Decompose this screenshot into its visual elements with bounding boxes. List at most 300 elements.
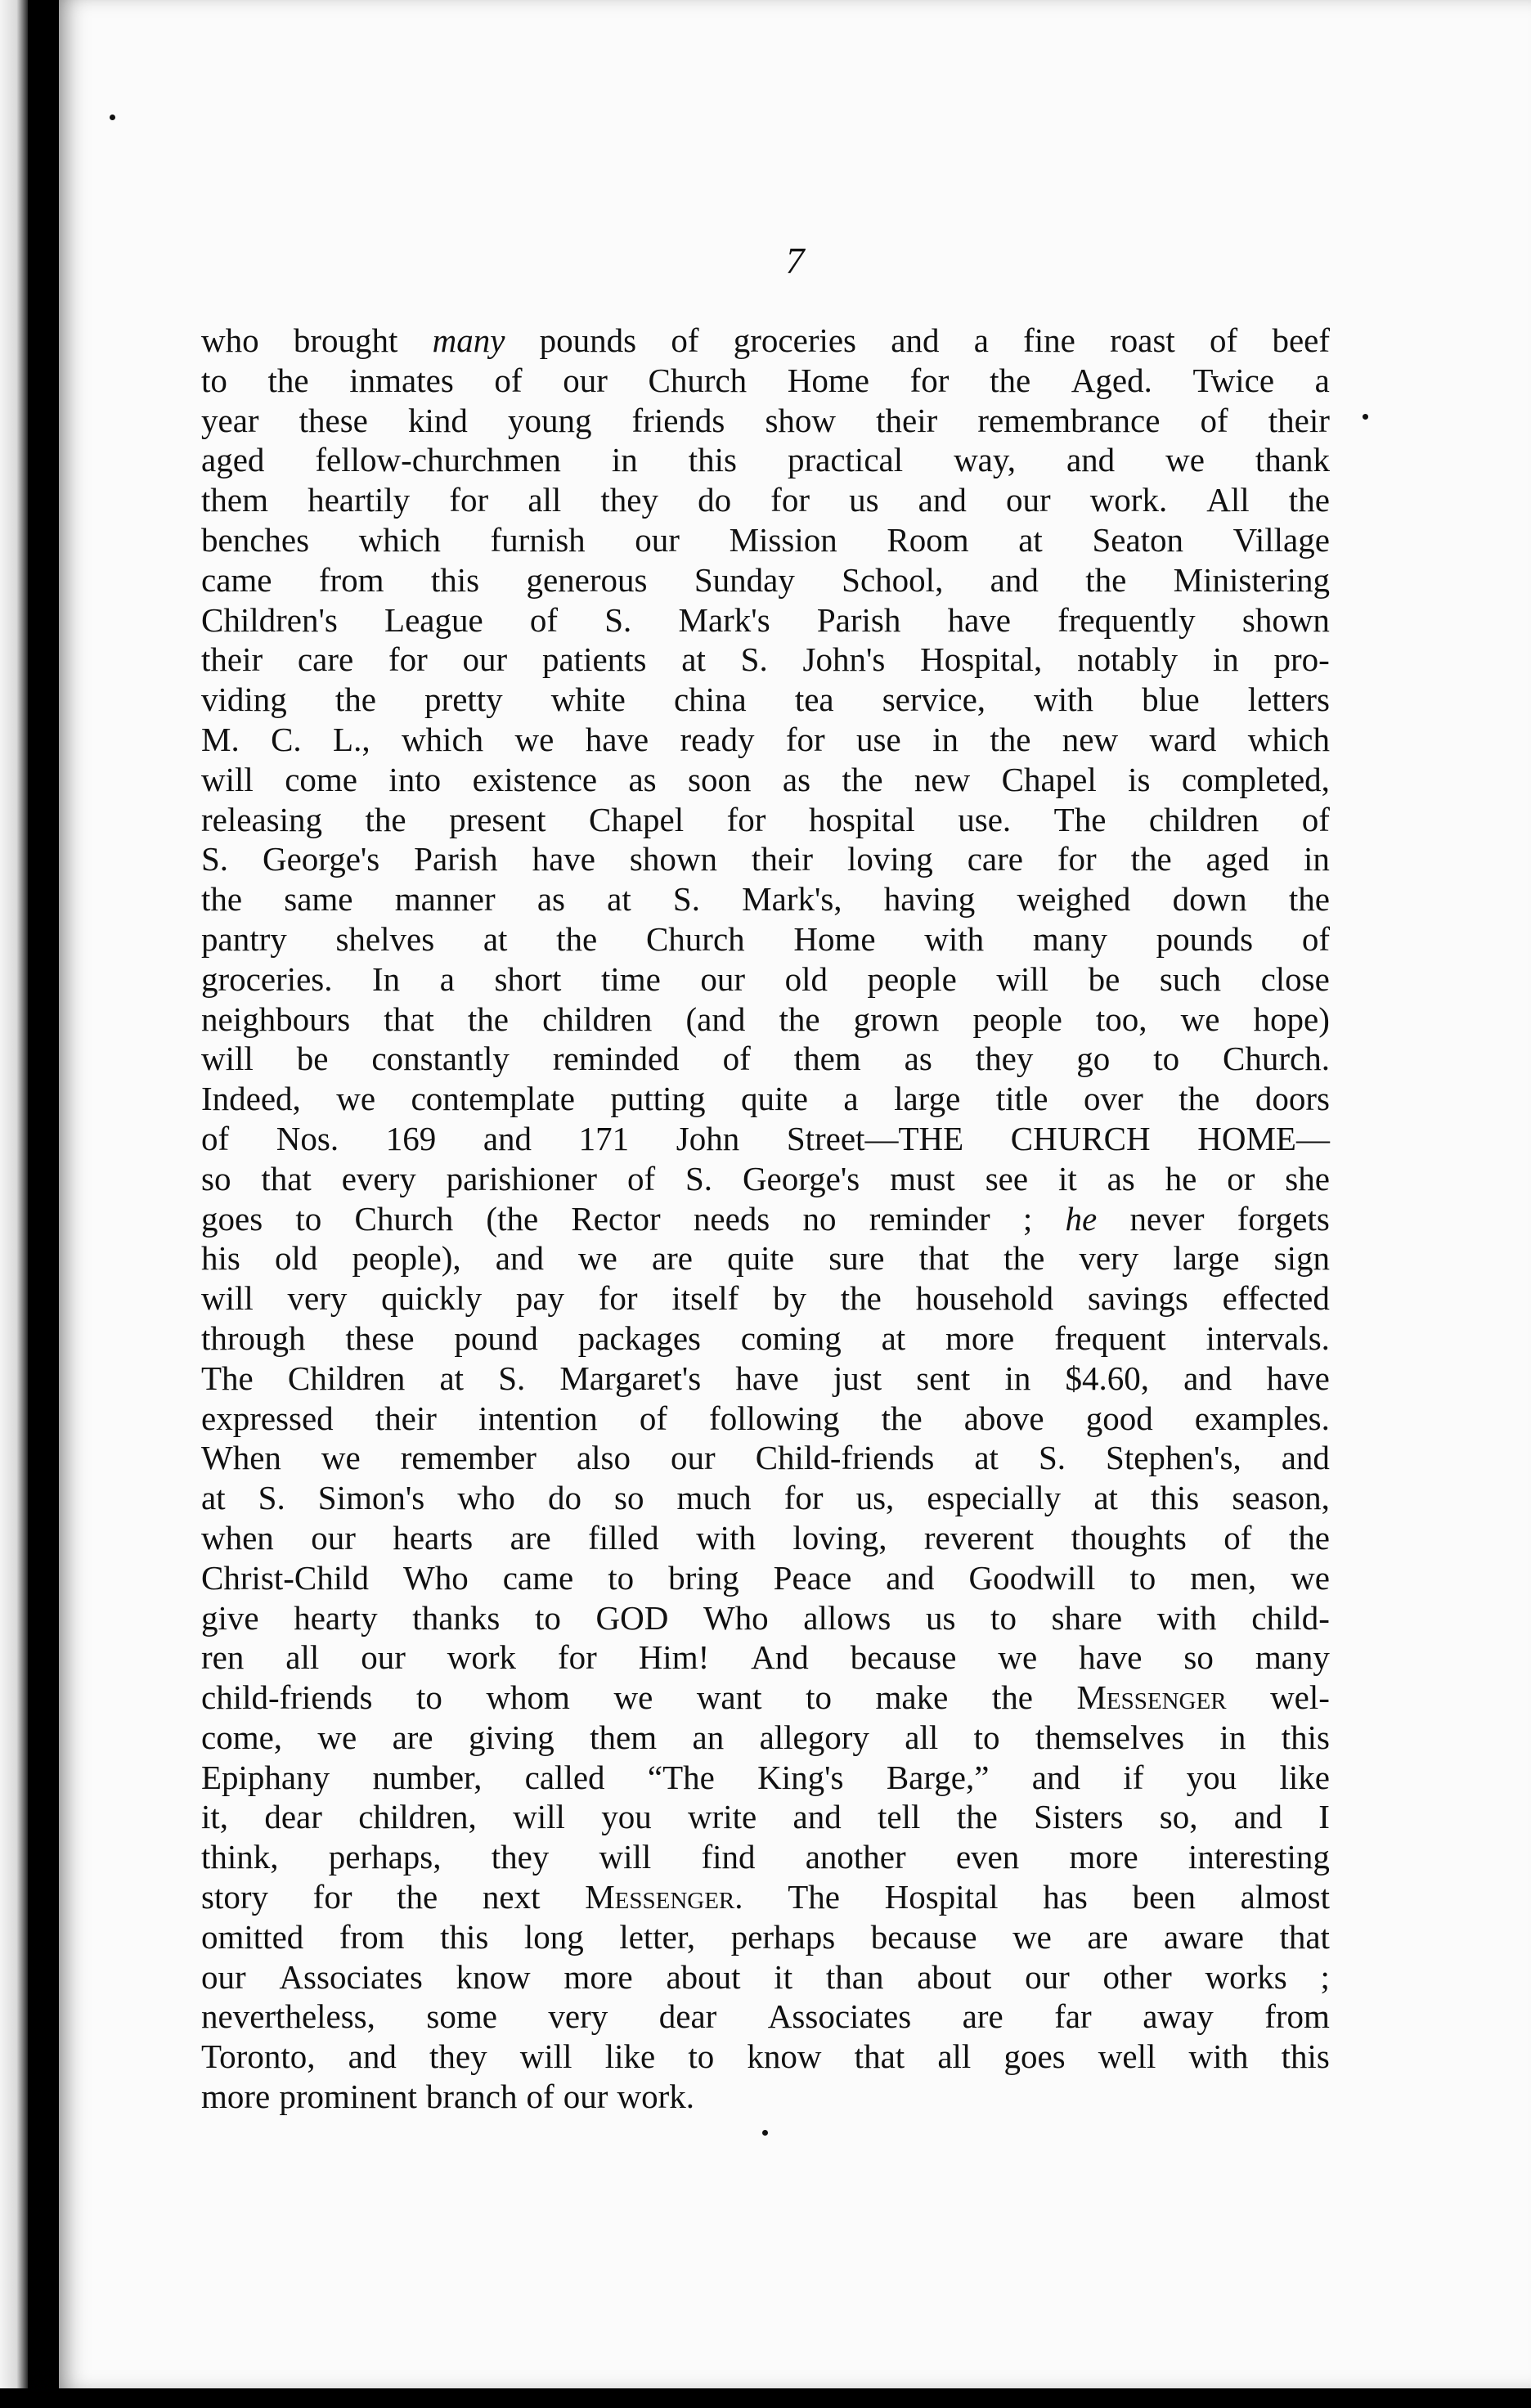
word: she [1285,1159,1330,1197]
word: as [782,760,811,798]
word: come [285,760,357,798]
word: as [904,1040,932,1078]
word: to [806,1678,832,1717]
text-line [201,1399,1330,1439]
word: pounds [1156,919,1254,958]
word: to [1129,1558,1156,1597]
word: hearts [393,1518,474,1557]
word: far [1054,1997,1092,2036]
word: he [1165,1159,1197,1197]
text-line [201,640,1330,680]
word: this [1281,1718,1330,1756]
word: so, [1159,1798,1198,1836]
word: intervals. [1205,1319,1330,1357]
word: people [867,959,957,998]
word: next [482,1878,541,1916]
word: blue [1142,681,1200,719]
word: from [339,1917,405,1956]
word: know [456,1957,531,1996]
word: through [201,1319,306,1357]
word: S. [498,1359,526,1397]
word: our [361,1638,406,1677]
word: the [990,720,1031,758]
word: Home [793,919,876,958]
word: new [914,760,971,798]
word: Who [703,1598,769,1637]
text-line [201,1000,1330,1040]
word: S. [685,1159,713,1197]
word: and [886,1558,935,1597]
word: as [628,760,657,798]
word: loving, [792,1518,887,1557]
word: nevertheless, [201,1997,375,2036]
word: groceries. [201,959,333,998]
word: when [201,1518,274,1557]
word: League [384,600,483,639]
word: we [578,1239,617,1278]
word: than [825,1957,884,1996]
word: at [483,919,508,958]
word: letters [1247,681,1330,719]
word: prominent [279,2078,417,2116]
word: at [201,1479,226,1517]
word: which [401,720,484,758]
word: and [891,321,940,359]
word: Aged. [1071,361,1152,399]
word: all [285,1638,320,1677]
word: ; [1022,1199,1033,1238]
word: our [1005,481,1051,519]
word: In [372,959,401,998]
word: the [881,1399,923,1437]
word: of [494,361,523,399]
word: children, [358,1798,477,1836]
word: the [397,1878,438,1916]
word: new [1062,720,1119,758]
word: if [1123,1758,1144,1796]
word: M. [201,720,240,758]
text-line [201,480,1330,520]
text-line [201,2077,1330,2117]
word: for [598,1279,638,1318]
text-line [201,520,1330,560]
word: Mark's [678,600,770,639]
word: aged [1205,840,1270,878]
word: Children [287,1359,406,1397]
word: inmates [349,361,454,399]
word: weighed [1017,880,1131,919]
word: of [526,2078,554,2116]
text-line [201,1039,1330,1079]
word: many [432,321,505,359]
word: many [1255,1638,1330,1677]
word: fellow-churchmen [315,441,561,479]
word: Associates [767,1997,912,2036]
text-line [201,1837,1330,1877]
word: been [1132,1878,1196,1916]
word: they [975,1040,1034,1078]
word: pound [454,1319,538,1357]
word: all [937,2037,972,2076]
word: know [747,2037,822,2076]
text-line [201,361,1330,401]
word: and [1183,1359,1232,1397]
word: L., [333,720,370,758]
word: with [1156,1598,1217,1637]
text-line [201,1718,1330,1758]
word: All [1206,481,1250,519]
word: and [918,481,967,519]
word: short [494,959,562,998]
word: having [883,880,976,919]
word: he [1065,1199,1098,1238]
word: so [1183,1638,1214,1677]
word: a [439,959,455,998]
word: Stephen's, [1106,1439,1241,1477]
word: in [1219,1718,1246,1756]
word: show [765,401,837,439]
word: John [676,1119,740,1157]
text-line [201,321,1330,361]
word: the [1130,840,1172,878]
word: go [1076,1040,1111,1078]
word: more [1069,1838,1138,1876]
text-line [201,1877,1330,1917]
word: the [201,880,243,919]
word: Him! [638,1638,710,1677]
word: sign [1273,1239,1330,1278]
text-line [201,1678,1330,1718]
word: and [1031,1758,1080,1796]
word: which [1247,720,1330,758]
word: thank [1255,441,1330,479]
word: Messenger. [585,1878,743,1916]
word: (and [685,1000,746,1038]
word: another [805,1838,906,1876]
word: the [556,919,598,958]
word: to [416,1678,442,1717]
word: to [973,1718,1000,1756]
word: their [876,401,938,439]
word: benches [201,520,310,559]
word: it [774,1957,793,1996]
word: to [534,1598,561,1637]
word: at [974,1439,999,1477]
word: have [1266,1359,1330,1397]
word: roast [1110,321,1175,359]
word: for [909,361,950,399]
word: that [384,1000,434,1038]
text-line [201,1797,1330,1837]
word: them [793,1040,861,1078]
word: Hospital, [920,640,1043,679]
word: especially [927,1479,1062,1517]
word: with [924,919,985,958]
word: Home [787,361,869,399]
word: neighbours [201,1000,351,1038]
word: doors [1255,1080,1330,1118]
word: Chapel [1001,760,1097,798]
word: so [614,1479,644,1517]
word: at [881,1319,906,1357]
word: their [201,640,263,679]
text-line [201,2037,1330,2077]
word: for [785,720,825,758]
word: too, [1095,1000,1147,1038]
word: we [321,1439,361,1477]
word: will [201,1040,254,1078]
word: When [201,1439,281,1477]
word: The [201,1359,254,1397]
word: this [1281,2037,1330,2076]
word: and [1233,1798,1282,1836]
word: will [519,2037,572,2076]
word: them [201,481,268,519]
word: coming [740,1319,842,1357]
text-line [201,1917,1330,1957]
word: that [854,2037,905,2076]
word: of [1301,800,1330,838]
word: wel- [1270,1678,1330,1717]
word: they [600,481,658,519]
word: 169 [385,1119,437,1157]
word: at [607,880,631,919]
word: their [751,840,814,878]
word: goes [1003,2037,1066,2076]
word: large [1173,1239,1240,1278]
word: share [1051,1598,1123,1637]
word: must [890,1159,955,1197]
word: you [1186,1758,1237,1796]
word: notably [1077,640,1179,679]
word: in [1303,840,1330,878]
book-page [59,0,1531,2388]
word: have [947,600,1011,639]
word: frequent [1054,1319,1166,1357]
word: and [483,1119,532,1157]
word: Epiphany [201,1758,330,1796]
word: old [784,959,828,998]
word: pounds [539,321,637,359]
word: is [1128,760,1151,798]
word: from [1264,1997,1330,2036]
word: children [542,1000,653,1038]
word: like [1279,1758,1330,1796]
word: are [392,1718,433,1756]
word: S. [740,640,768,679]
word: shown [629,840,717,878]
text-line [201,1558,1330,1598]
word: our [201,1957,246,1996]
word: Nos. [276,1119,339,1157]
word: who [201,321,259,359]
word: manner [394,880,496,919]
word: we [317,1718,357,1756]
word: The [788,1878,840,1916]
word: china [673,681,747,719]
text-line [201,440,1330,480]
word: Church [645,919,745,958]
word: our [671,1439,716,1477]
word: will [201,760,254,798]
word: will [996,959,1049,998]
word: such [1159,959,1222,998]
word: of [201,1119,230,1157]
word: itself [671,1279,739,1318]
word: them [590,1718,658,1756]
word: Sisters [1034,1798,1124,1836]
word: year [201,401,259,439]
word: following [709,1399,840,1437]
word: with [1188,2037,1249,2076]
word: very [548,1997,608,2036]
word: many [1032,919,1107,958]
word: by [773,1279,807,1318]
word: never [1129,1199,1205,1238]
word: have [1079,1638,1143,1677]
word: so [201,1159,231,1197]
word: quickly [381,1279,483,1318]
word: good [1085,1399,1153,1437]
word: are [651,1239,694,1278]
word: or [1227,1159,1255,1197]
word: our [635,520,680,559]
word: work. [617,2078,694,2116]
word: interesting [1188,1838,1330,1876]
word: they [491,1838,550,1876]
text-line [201,680,1330,720]
word: effected [1222,1279,1330,1318]
word: this [1151,1479,1200,1517]
text-line [201,1238,1330,1278]
word: thanks [412,1598,501,1637]
word: dear [658,1997,717,2036]
text-line [201,1079,1330,1119]
word: allegory [759,1718,869,1756]
word: the [842,760,883,798]
word: and [348,2037,397,2076]
word: The [1053,800,1107,838]
word: have [585,720,649,758]
word: old [274,1239,318,1278]
scan-speck [762,2130,768,2136]
text-line [201,1997,1330,2037]
word: in [611,441,638,479]
word: our [311,1518,356,1557]
word: of [1200,401,1228,439]
word: an [692,1718,725,1756]
word: I [1318,1798,1330,1836]
word: 171 [578,1119,630,1157]
word: frequently [1057,600,1196,639]
word: packages [577,1319,701,1357]
word: use. [958,800,1012,838]
word: over [1083,1080,1143,1118]
word: the [334,681,376,719]
word: and [1066,441,1116,479]
word: S. [672,880,700,919]
word: it [1057,1159,1077,1197]
word: the [267,361,309,399]
word: putting [610,1080,706,1118]
word: King's [757,1758,844,1796]
word: C. [271,720,302,758]
word: a [973,321,989,359]
text-line [201,600,1330,640]
word: John's [802,640,886,679]
text-line [201,800,1330,840]
word: as [537,880,565,919]
word: sure [828,1239,885,1278]
word: our [563,361,608,399]
word: our [462,640,508,679]
word: savings [1087,1279,1188,1318]
word: bring [668,1558,739,1597]
word: ; [1320,1957,1330,1996]
word: us [849,481,879,519]
text-line [201,760,1330,800]
word: write [687,1798,757,1836]
word: child-friends [201,1678,373,1717]
word: thoughts [1071,1518,1187,1557]
word: S. [1038,1439,1066,1477]
word: forgets [1237,1199,1330,1238]
text-line [201,1359,1330,1399]
scan-speck [110,115,115,120]
word: groceries [733,321,857,359]
word: ren [201,1638,245,1677]
word: use [856,720,901,758]
word: and [990,560,1039,599]
word: give [201,1598,259,1637]
text-line [201,959,1330,1000]
word: the [956,1798,998,1836]
word: men, [1190,1558,1257,1597]
word: themselves [1035,1718,1185,1756]
word: branch [425,2078,518,2116]
text-line [201,1638,1330,1678]
word: no [802,1199,837,1238]
word: think, [201,1838,279,1876]
word: it, [201,1798,229,1836]
word: George's [262,840,380,878]
text-line [201,1518,1330,1558]
word: will [599,1838,652,1876]
facing-page-edge [0,0,28,2408]
word: shelves [335,919,435,958]
word: about [917,1957,992,1996]
word: household [915,1279,1054,1318]
word: Parish [414,840,498,878]
word: Street—THE [786,1119,964,1157]
scan-speck [1363,414,1368,420]
word: of [1223,1518,1252,1557]
word: reverent [923,1518,1035,1557]
word: Who [403,1558,469,1597]
word: perhaps [730,1917,836,1956]
word: some [426,1997,497,2036]
word: every [341,1159,416,1197]
word: also [576,1439,631,1477]
word: the [467,1000,509,1038]
word: have [532,840,595,878]
word: shown [1241,600,1330,639]
text-line [201,879,1330,919]
text-line [201,1319,1330,1359]
word: S. [258,1479,285,1517]
word: (the [486,1199,539,1238]
word: a [843,1080,859,1118]
